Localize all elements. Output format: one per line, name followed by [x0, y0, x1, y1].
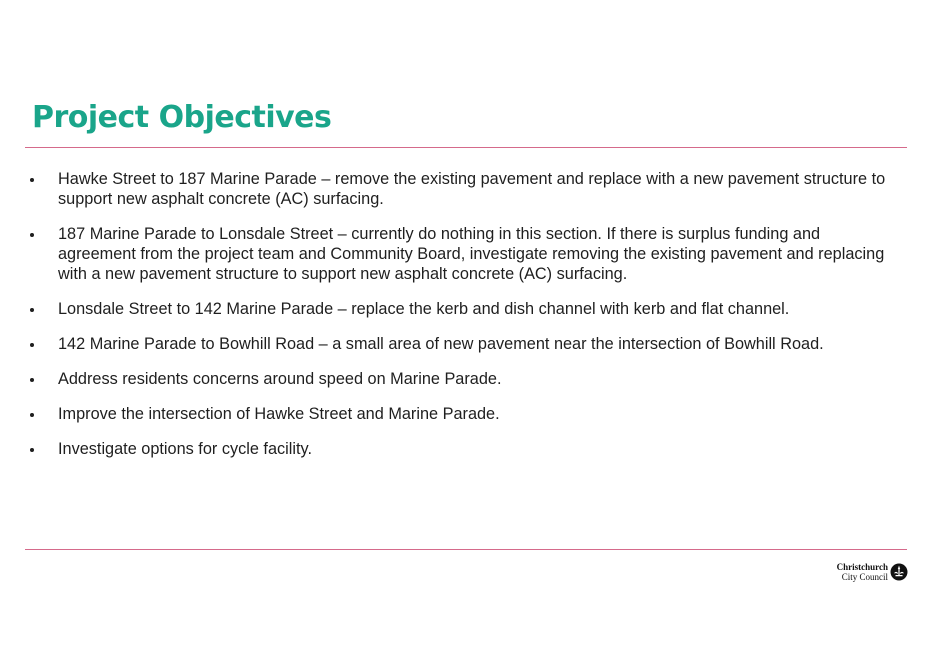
logo-wordmark: [837, 563, 888, 582]
list-item: [30, 334, 890, 354]
list-item: [30, 369, 890, 389]
bullet-icon: [30, 233, 34, 237]
list-item: [30, 404, 890, 424]
objectives-list: [30, 169, 890, 474]
council-logo: [830, 563, 910, 583]
list-item-text: Improve the intersection of Hawke Street and Marine Parade.: [58, 405, 500, 423]
logo-line-1: Christchurch: [836, 562, 888, 572]
bullet-icon: [30, 178, 34, 182]
list-item: [30, 224, 890, 284]
list-item-text: Hawke Street to 187 Marine Parade – remove the existing pavement and replace with a new pavement structure to support new asphalt concrete (AC) surfacing.: [58, 170, 886, 208]
slide-title: Project Objectives: [32, 100, 332, 135]
list-item: [30, 299, 890, 319]
list-item-text: 187 Marine Parade to Lonsdale Street – currently do nothing in this section. If there is surplus funding and agreement from the project team and Community Board, investigate removing the existing pavement and replacing with a new pavement structure to support new asphalt concrete (AC) surfacing.: [58, 225, 885, 283]
list-item-text: Lonsdale Street to 142 Marine Parade – replace the kerb and dish channel with kerb and flat channel.: [58, 300, 790, 318]
list-item: [30, 169, 890, 209]
bullet-icon: [30, 308, 34, 312]
logo-line-2: City Council: [841, 571, 888, 582]
city-council-emblem-icon: [890, 563, 908, 581]
title-divider: [25, 147, 907, 148]
bullet-icon: [30, 343, 34, 347]
bullet-icon: [30, 448, 34, 452]
list-item-text: Address residents concerns around speed on Marine Parade.: [58, 370, 502, 388]
footer-divider: [25, 549, 907, 550]
list-item-text: Investigate options for cycle facility.: [58, 440, 312, 458]
list-item: [30, 439, 890, 459]
bullet-icon: [30, 413, 34, 417]
bullet-icon: [30, 378, 34, 382]
list-item-text: 142 Marine Parade to Bowhill Road – a small area of new pavement near the intersection of Bowhill Road.: [58, 335, 824, 353]
